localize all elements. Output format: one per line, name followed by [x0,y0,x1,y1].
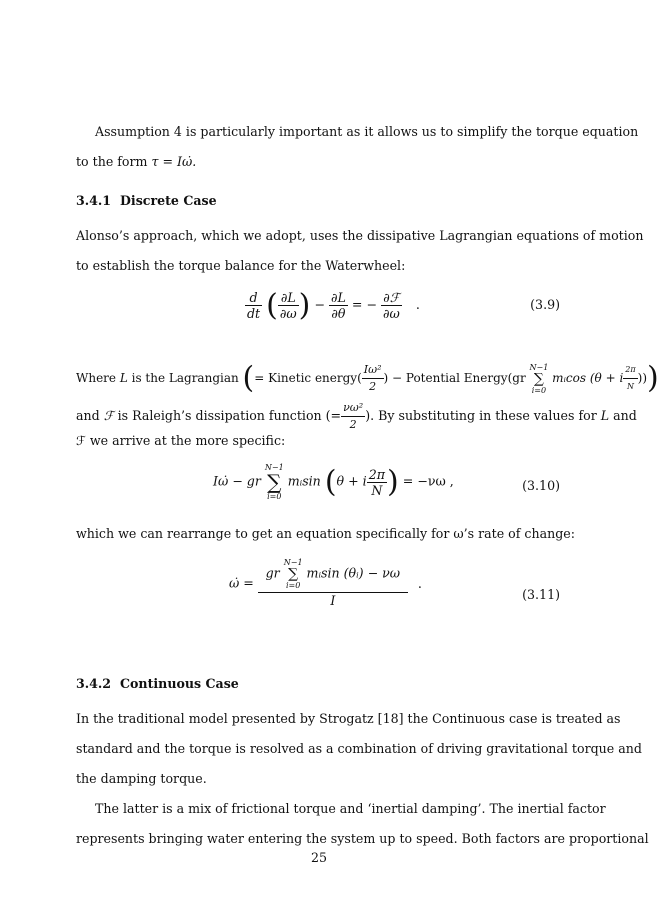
frac-2pi-N: $\frac{2\pi}{N}$ [368,466,385,498]
paragraph-dissipation [76,400,637,433]
paragraph-alonso-line2: to establish the torque balance for the Waterwheel: [76,258,406,273]
summation: N−1 ∑ i=0 [264,463,284,501]
summation: N−1 ∑ i=0 [529,362,549,395]
text: is the Lagrangian [127,371,243,385]
equation-3-10 [213,463,454,501]
text: Where [76,371,120,385]
paragraph-continuous-line3: the damping torque. [76,771,207,786]
frac-kinetic: $\frac{\text{Iω²}}{2}$ [363,363,382,393]
equation-number-3-10: (3.10) [522,478,560,493]
section-number: 3.4.2 [76,676,112,691]
section-number: 3.4.1 [76,193,112,208]
paragraph-continuous-line2: standard and the torque is resolved as a combination of driving gravitational torque and [76,741,642,756]
frac-omega-dot: gr N−1 ∑ i=0 mᵢsin (θᵢ) − νω I [258,558,408,608]
inner: θ + i [336,473,367,489]
symbol-F: ℱ [103,408,114,423]
text: = Kinetic energy( [254,371,362,385]
equation-number-3-9: (3.9) [530,297,560,312]
frac-dL-dw: $\frac{\partial L}{\partial\omega}$ [279,290,297,321]
paragraph-alonso-line1: Alonso’s approach, which we adopt, uses the dissipative Lagrangian equations of motion [76,228,644,243]
operator: − [314,297,325,312]
page-number: 25 [310,850,328,865]
frac-dissipation: $\frac{\text{νω²}}{2}$ [343,401,364,431]
text: )) [637,371,648,385]
frac-dL-dtheta: $\frac{\partial L}{\partial\theta}$ [330,290,346,321]
paragraph-arrive: ℱ we arrive at the more specific: [76,433,286,448]
paren-left: ( [324,464,337,500]
inline-formula: τ = Iω̇. [151,154,197,169]
paragraph-assumption-line1: Assumption 4 is particularly important as it allows us to simplify the torque equation [95,124,639,139]
lhs: ω̇ = [229,575,254,591]
text: is Raleigh’s dissipation function (= [113,408,342,423]
paragraph-latter-line2: represents bringing water entering the system up to speed. Both factors are proportional [76,831,649,846]
term: mᵢsin [287,473,321,489]
paren-left: ( [266,288,278,323]
frac-2pi-N: $\frac{2\pi}{N}$ [623,362,637,395]
paragraph-rearrange: which we can rearrange to get an equation specifically for ω’s rate of change: [76,526,575,541]
text: ). By substituting in these values for [365,408,601,423]
symbol-L: L [119,371,128,385]
term: mᵢcos (θ + i [552,371,624,385]
rhs: = −νω , [402,473,454,489]
text: and [76,408,104,423]
paragraph-lagrangian [76,362,659,395]
period: . [415,297,420,312]
paragraph-assumption-line2 [76,154,196,170]
frac-dF-dw: $\frac{\text{∂ℱ}}{\partial\omega}$ [383,290,400,321]
frac-d-dt: $\frac{d}{dt}$ [247,290,261,321]
operator: = − [351,297,377,312]
text: and [609,408,637,423]
equation-number-3-11: (3.11) [522,587,560,602]
symbol-L: L [600,408,610,423]
paren-right: ) [387,464,399,500]
paren-right: ) [298,288,311,323]
section-title: Discrete Case [120,193,217,208]
text: ) − Potential Energy(gr [383,371,526,385]
paren-right: ) [647,360,659,396]
text: to the form [76,154,152,169]
section-title: Continuous Case [120,676,239,691]
section-heading-3-4-2 [76,676,239,691]
section-heading-3-4-1 [76,193,217,208]
paragraph-latter-line1: The latter is a mix of frictional torque and ‘inertial damping’. The inertial factor [95,801,606,816]
paren-left: ( [242,360,255,396]
period: . [417,575,422,591]
lhs: Iω̇ − gr [213,473,261,489]
paragraph-continuous-line1: In the traditional model presented by Strogatz [18] the Continuous case is treated as [76,711,621,726]
equation-3-9 [245,288,420,323]
equation-3-11 [229,558,422,608]
